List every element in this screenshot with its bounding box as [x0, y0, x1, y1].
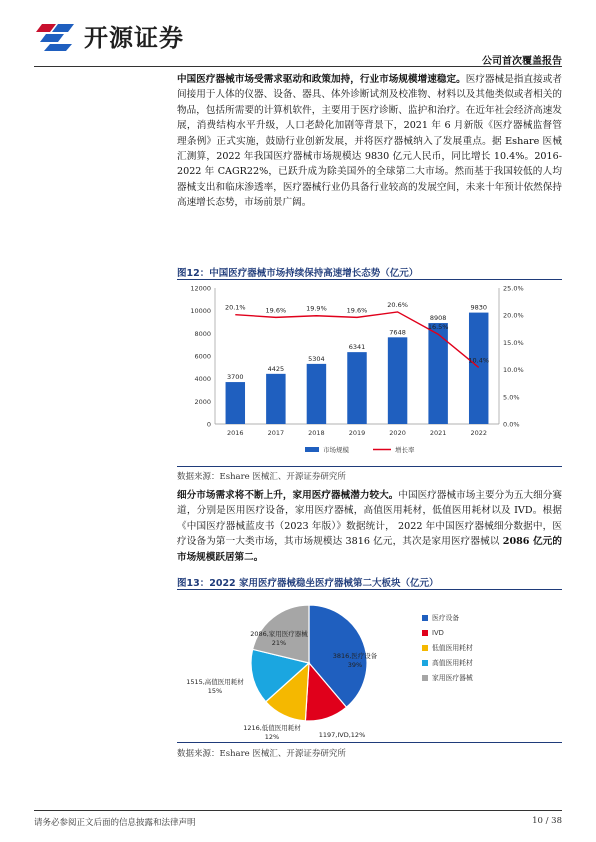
x-tick-label: 2022 — [470, 429, 487, 437]
y-right-tick-label: 10.0% — [503, 366, 524, 375]
figure-12-bottom-rule — [177, 466, 562, 467]
x-tick-label: 2018 — [308, 429, 325, 437]
growth-value-label: 10.4% — [468, 356, 490, 365]
figure-13-bottom-rule — [177, 742, 562, 743]
paragraph-body: 中国医疗器械市场主要分为五大细分赛道，分别是医用医疗设备，家用医疗器械，高值医用耗材，低值医用耗材以及 IVD。根据《中国医疗器械蓝皮书（2023 年版）》数据统计， 2022 年中国医疗器械细分数据中，医疗设备为第一大类市场，其市场规模达 3816 亿元，其次是家用医疗器械以 — [177, 490, 563, 548]
bar-value-label: 7648 — [389, 328, 406, 337]
paragraph-segments — [177, 488, 562, 565]
x-tick-label: 2020 — [389, 429, 406, 437]
bar-2022 — [469, 313, 488, 424]
y-left-tick-label: 2000 — [194, 397, 211, 406]
y-right-tick-label: 0.0% — [503, 420, 520, 429]
y-right-tick-label: 5.0% — [503, 393, 520, 402]
legend-swatch-家用医疗器械 — [422, 675, 428, 681]
growth-value-label: 20.1% — [224, 303, 246, 312]
figure-12-chart — [177, 280, 562, 465]
pie-slice-label: 1515,高值医用耗材 15% — [186, 678, 244, 695]
legend-swatch-医疗设备 — [422, 615, 428, 621]
report-type: 公司首次覆盖报告 — [482, 56, 562, 67]
growth-value-label: 19.6% — [265, 306, 287, 315]
pie-slice-label: 1197,IVD,12% — [318, 731, 366, 739]
legend-swatch-高值医用耗材 — [422, 660, 428, 666]
legend-label: 家用医疗器械 — [432, 674, 473, 682]
paragraph-lead: 中国医疗器械市场受需求驱动和政策加持，行业市场规模增速稳定。 — [177, 74, 466, 85]
bar-value-label: 4425 — [267, 364, 285, 373]
legend-label: 低值医用耗材 — [432, 644, 473, 652]
figure-13-title: 图13：2022 家用医疗器械稳坐医疗器械第二大板块（亿元） — [177, 578, 439, 589]
legend-label-line: 增长率 — [395, 446, 415, 454]
bar-value-label: 3700 — [227, 373, 244, 382]
footer-divider — [34, 810, 562, 811]
y-left-tick-label: 8000 — [194, 329, 211, 338]
growth-value-label: 19.9% — [306, 304, 327, 313]
legend-label-bars: 市场规模 — [323, 446, 349, 454]
legend-label: IVD — [432, 629, 444, 637]
y-right-tick-label: 25.0% — [503, 284, 524, 293]
y-right-tick-label: 15.0% — [503, 338, 524, 347]
bar-2020 — [388, 337, 407, 424]
y-left-tick-label: 12000 — [190, 284, 211, 293]
x-tick-label: 2017 — [267, 429, 285, 437]
pie-slice-label: 3816,医疗设备 39% — [332, 652, 378, 669]
footer-disclaimer: 请务必参阅正文后面的信息披露和法律声明 — [34, 818, 196, 828]
brand-name: 开源证券 — [84, 24, 184, 52]
bar-value-label: 6341 — [348, 343, 366, 352]
legend-swatch-低值医用耗材 — [422, 645, 428, 651]
y-left-tick-label: 4000 — [194, 375, 211, 384]
bar-value-label: 8908 — [429, 314, 447, 323]
x-tick-label: 2019 — [348, 429, 366, 437]
x-tick-label: 2016 — [227, 429, 244, 437]
y-right-tick-label: 20.0% — [503, 311, 524, 320]
bar-2019 — [347, 352, 366, 424]
paragraph-body: 医疗器械是指直接或者间接用于人体的仪器、设备、器具、体外诊断试剂及校准物、材料以及其他类似或者相关的物品，包括所需要的计算机软件，主要用于医疗诊断、监护和治疗。在近年社会经济高速发展，消费结构水平升级，人口老龄化加剧等背景下，2021 年 6 月新版《医疗器械监督管理条例》正式实施，鼓励行业创新发展，并将医疗器械纳入了发展重点。据 Eshare 医械汇测算，2022 年我国医疗器械市场规模达 9830 亿元人民币，同比增长 10.4%。2016-2022 年 CAGR22%，已跃升成为除美国外的全球第二大市场。然而基于我国较低的人均器械支出和临床渗透率，医疗器械行业仍具备行业较高的发展空间，未来十年预计依然保持高速增长态势，市场前景广阔。 — [177, 74, 563, 209]
brand-logo-icon — [34, 20, 78, 52]
x-tick-label: 2021 — [429, 429, 447, 437]
bar-2016 — [226, 382, 245, 424]
legend-label: 医疗设备 — [432, 614, 460, 622]
legend-swatch-bars — [305, 447, 319, 452]
pie-slice-label: 2086,家用医疗器械 21% — [250, 630, 308, 647]
figure-13-source: 数据来源：Eshare 医械汇、开源证券研究所 — [177, 749, 346, 759]
header-divider — [34, 66, 562, 67]
figure-12-title: 图12：中国医疗器械市场持续保持高速增长态势（亿元） — [177, 268, 419, 279]
y-left-tick-label: 6000 — [194, 352, 211, 361]
page-header — [0, 0, 596, 70]
y-left-tick-label: 10000 — [190, 307, 211, 316]
pie-slice-label: 1216,低值医用耗材 12% — [243, 724, 301, 740]
growth-value-label: 19.6% — [346, 306, 368, 315]
paragraph-market-overview — [177, 72, 562, 211]
legend-swatch-IVD — [422, 630, 428, 636]
page-number: 10 / 38 — [532, 816, 562, 826]
paragraph-lead: 细分市场需求将不断上升，家用医疗器械潜力较大。 — [177, 490, 399, 501]
growth-value-label: 16.5% — [427, 323, 449, 332]
legend-label: 高值医用耗材 — [432, 659, 473, 667]
bar-value-label: 9830 — [470, 303, 487, 312]
growth-value-label: 20.6% — [387, 300, 408, 309]
figure-12-source: 数据来源：Eshare 医械汇、开源证券研究所 — [177, 472, 346, 482]
y-left-tick-label: 0 — [206, 420, 211, 429]
bar-2021 — [428, 323, 447, 424]
brand-logo — [34, 18, 184, 53]
bar-2018 — [307, 364, 326, 424]
bar-value-label: 5304 — [308, 354, 325, 363]
paragraph-highlight: 2086 亿元的市场规模跃居第二。 — [177, 536, 562, 563]
figure-13-chart — [177, 590, 562, 740]
bar-2017 — [266, 374, 285, 424]
